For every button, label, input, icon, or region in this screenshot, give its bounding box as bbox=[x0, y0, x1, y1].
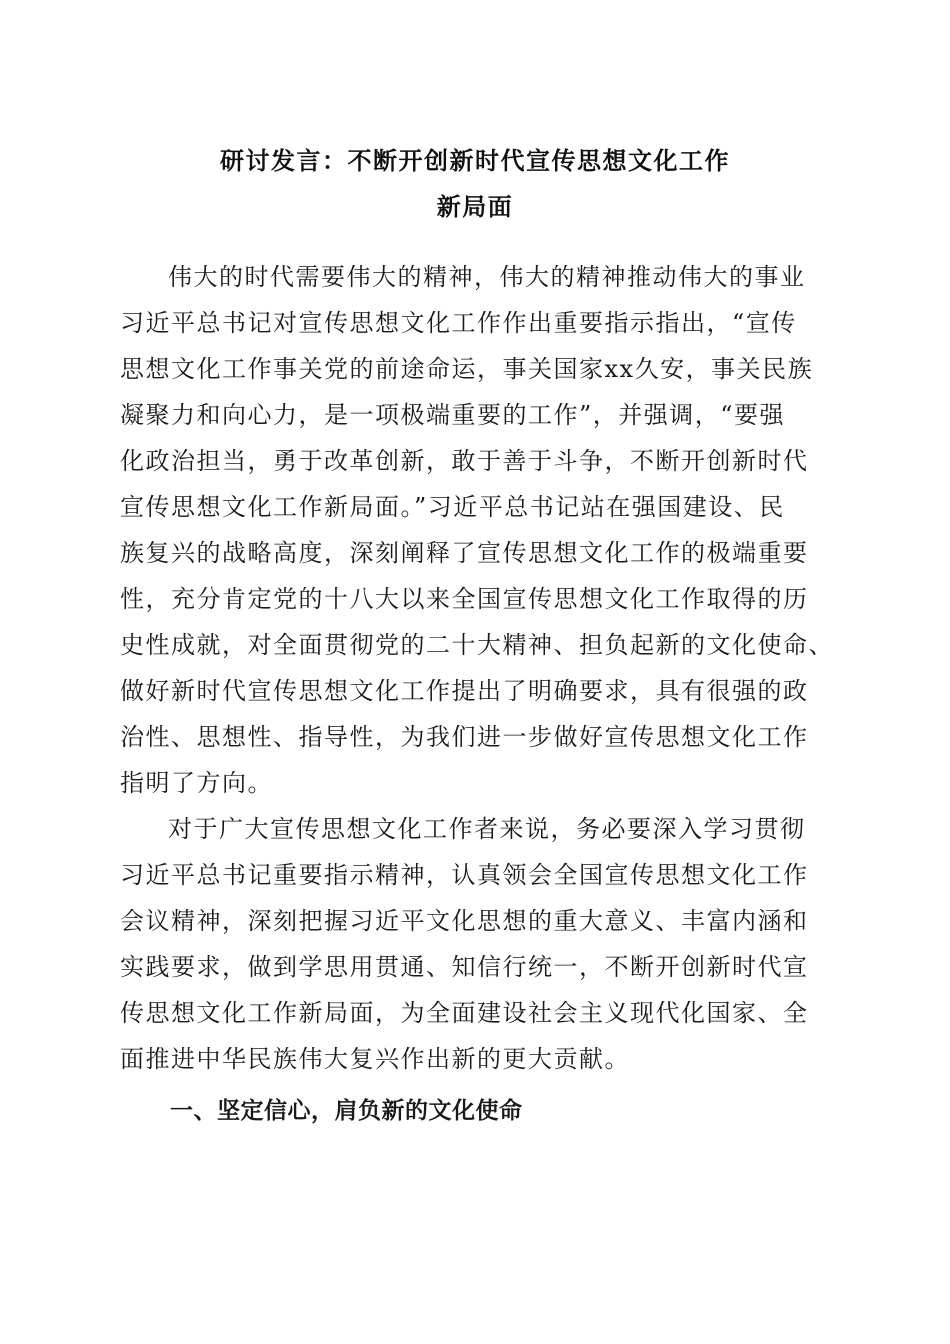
text-line: 面推进中华民族伟大复兴作出新的更大贡献。 bbox=[120, 1045, 630, 1073]
paragraph-2 bbox=[120, 806, 832, 1082]
text-line: 习近平总书记对宣传思想文化工作作出重要指示指出，“宣传 bbox=[120, 309, 797, 337]
text-line: 习近平总书记重要指示精神，认真领会全国宣传思想文化工作 bbox=[120, 861, 809, 889]
text-line: 化政治担当，勇于改革创新，敢于善于斗争，不断开创新时代 bbox=[120, 447, 809, 475]
text-line: 宣传思想文化工作新局面。”习近平总书记站在强国建设、民 bbox=[120, 493, 785, 521]
text-line: 传思想文化工作新局面，为全面建设社会主义现代化国家、全 bbox=[120, 999, 809, 1027]
document-body bbox=[120, 254, 832, 1134]
text-line: 实践要求，做到学思用贯通、知信行统一，不断开创新时代宣 bbox=[120, 953, 809, 981]
text-line: 指明了方向。 bbox=[120, 769, 273, 797]
paragraph-1 bbox=[120, 254, 832, 806]
title-line: 研讨发言：不断开创新时代宣传思想文化工作 bbox=[220, 146, 730, 175]
title-line: 新局面 bbox=[436, 192, 514, 221]
text-line: 会议精神，深刻把握习近平文化思想的重大意义、丰富内涵和 bbox=[120, 907, 809, 935]
text-line: 对于广大宣传思想文化工作者来说，务必要深入学习贯彻 bbox=[168, 815, 806, 843]
text-line: 性，充分肯定党的十八大以来全国宣传思想文化工作取得的历 bbox=[120, 585, 809, 613]
text-line: 凝聚力和向心力，是一项极端重要的工作”，并强调，“要强 bbox=[120, 401, 786, 429]
text-line: 伟大的时代需要伟大的精神，伟大的精神推动伟大的事业 bbox=[168, 263, 806, 291]
text-line: 族复兴的战略高度，深刻阐释了宣传思想文化工作的极端重要 bbox=[120, 539, 809, 567]
text-line: 史性成就，对全面贯彻党的二十大精神、担负起新的文化使命、 bbox=[120, 631, 834, 659]
text-line: 思想文化工作事关党的前途命运，事关国家xx久安，事关民族 bbox=[120, 355, 814, 383]
text-line: 做好新时代宣传思想文化工作提出了明确要求，具有很强的政 bbox=[120, 677, 809, 705]
text-line: 治性、思想性、指导性，为我们进一步做好宣传思想文化工作 bbox=[120, 723, 809, 751]
document-title bbox=[100, 138, 850, 230]
section-heading: 一、坚定信心，肩负新的文化使命 bbox=[170, 1098, 523, 1124]
